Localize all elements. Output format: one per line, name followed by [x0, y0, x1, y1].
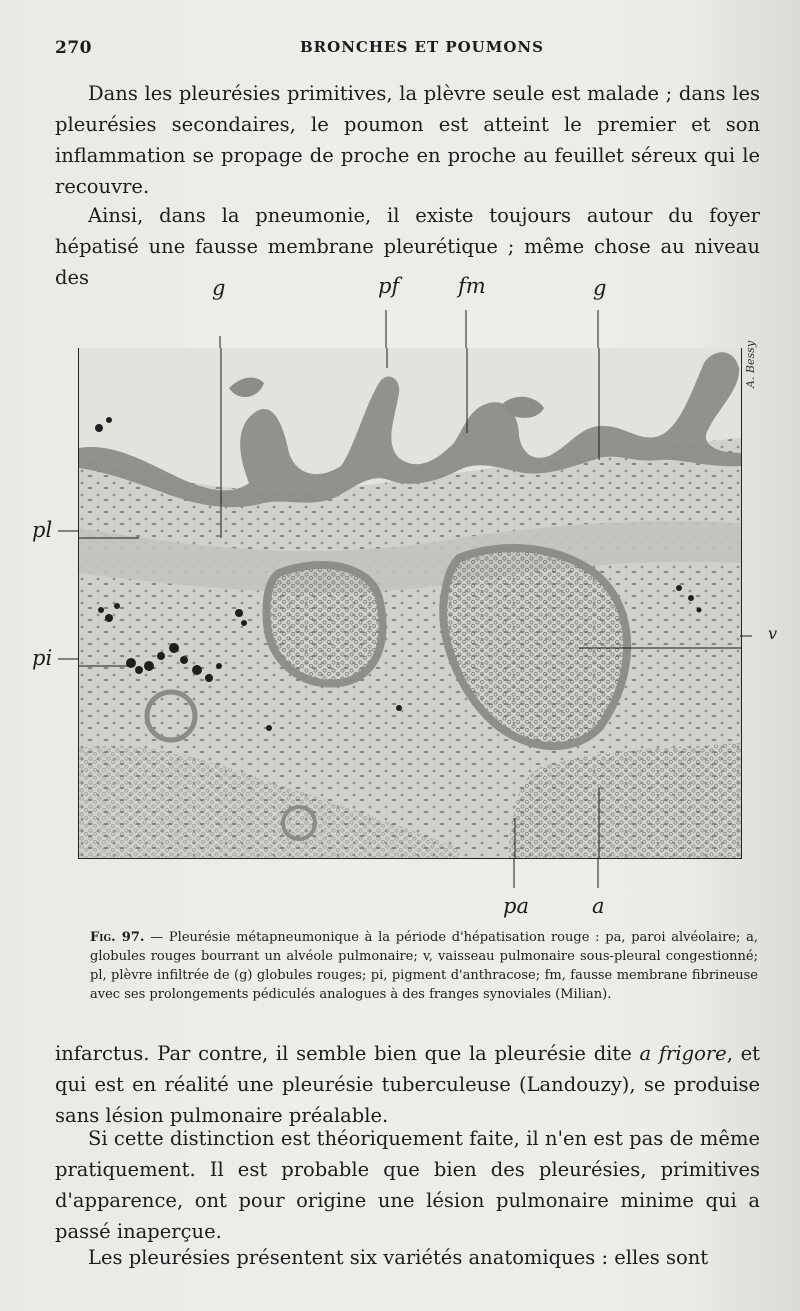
artist-signature: A. Bessy: [744, 340, 757, 388]
label-g-left: g: [212, 276, 226, 300]
label-pf: pf: [378, 274, 400, 298]
paragraph-1-text: Dans les pleurésies primitives, la plèvre seule est malade ; dans les pleurésies secondaires, le poumon est atteint le premier et son inflammation se propage de proche en proche au feuillet séreux qui le recouvre.: [55, 82, 760, 198]
paragraph-5: [55, 1242, 760, 1273]
paragraph-3-italic: a frigore: [639, 1042, 727, 1065]
paragraph-5-text: Les pleurésies présentent six variétés anatomiques : elles sont: [88, 1246, 709, 1269]
paragraph-3: [55, 1038, 760, 1131]
paragraph-3-before: infarctus. Par contre, il semble bien que la pleurésie dite: [55, 1042, 640, 1065]
running-title: BRONCHES ET POUMONS: [300, 38, 544, 56]
outer-leader-lines: [0, 268, 800, 928]
page-header: [55, 38, 755, 62]
label-fm: fm: [458, 274, 486, 298]
label-g-right: g: [593, 276, 607, 300]
label-pi: pi: [32, 646, 53, 670]
label-pl: pl: [32, 518, 53, 542]
paragraph-4: [55, 1123, 760, 1247]
paragraph-3-text: [55, 1038, 760, 1131]
paragraph-2-text: Ainsi, dans la pneumonie, il existe toujours autour du foyer hépatisé une fausse membrane pleurétique ; même chose au niveau des: [55, 204, 760, 289]
label-a: a: [592, 894, 605, 918]
figure-number: Fig. 97.: [90, 930, 145, 945]
paragraph-4-text: Si cette distinction est théoriquement faite, il n'en est pas de même pratiquement. Il est probable que bien des pleurésies, primitives d'apparence, ont pour origine une lésion pulmonaire minime qui a passé inaperçue.: [55, 1127, 760, 1243]
paragraph-1: [55, 78, 760, 202]
figure-97: [0, 268, 800, 928]
page-number: 270: [55, 38, 92, 58]
paragraph-3-after: , et qui est en réalité une pleurésie tuberculeuse (Landouzy), se produise sans lésion pulmonaire préalable.: [55, 1042, 760, 1127]
label-pa: pa: [503, 894, 529, 918]
label-v: v: [768, 624, 778, 643]
figure-caption: [90, 928, 758, 1004]
caption-text: — Pleurésie métapneumonique à la période d'hépatisation rouge : pa, paroi alvéolaire; a, globules rouges bourrant un alvéole pulmonaire; v, vaisseau pulmonaire sous-pleural congestionné; pl, plèvre infiltrée de (g) globules rouges; pi, pigment d'anthracose; fm, fausse membrane fibrineuse avec ses prolongements pédiculés analogues à des franges synoviales (Milian).: [90, 930, 758, 1002]
